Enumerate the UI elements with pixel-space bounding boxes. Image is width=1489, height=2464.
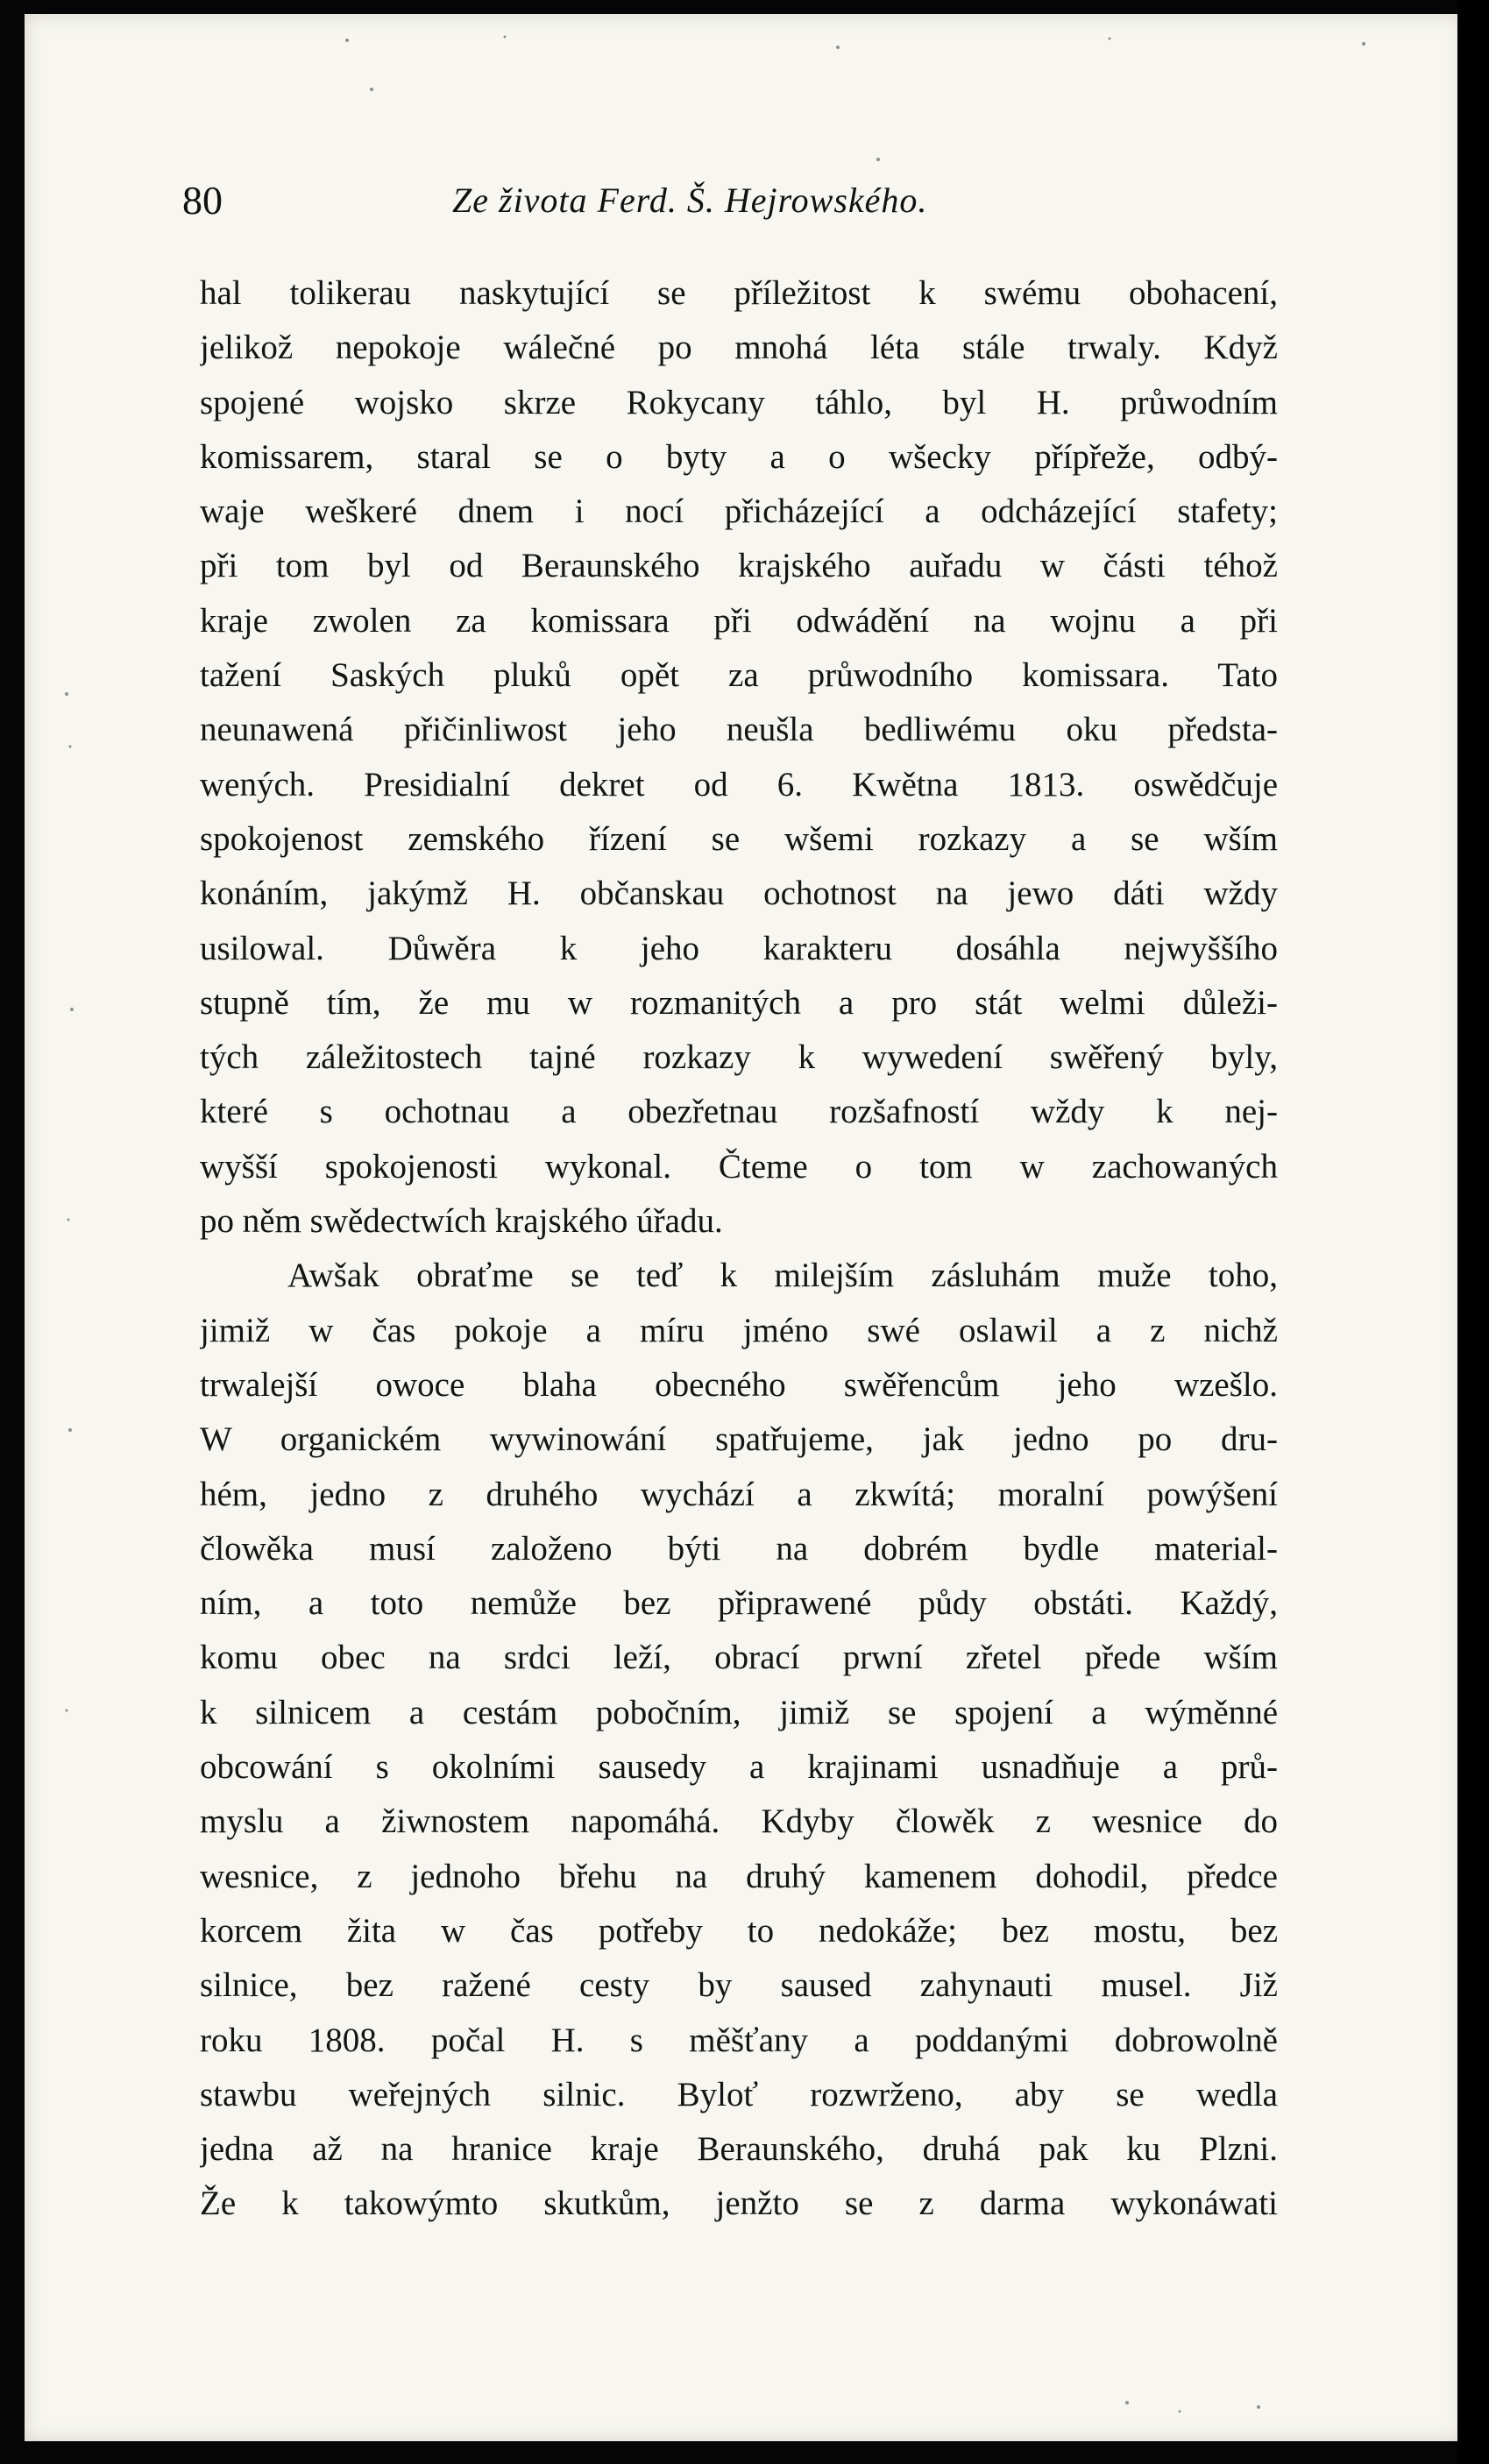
text-line: konáním, jakýmž H. občanskau ochotnost na jewo dáti wždy: [200, 874, 1278, 913]
paragraph-end-line: po něm swědectwích krajského úřadu.: [200, 1202, 723, 1241]
text-line: jelikož nepokoje wálečné po mnohá léta stále trwaly. Když: [200, 329, 1278, 367]
text-line: trwalejší owoce blaha obecného swěřencům jeho wzešlo.: [200, 1365, 1278, 1404]
text-line: wených. Presidialní dekret od 6. Kwětna 1813. oswědčuje: [200, 765, 1278, 804]
text-line: které s ochotnau a obezřetnau rozšafností wždy k nej-: [200, 1093, 1278, 1131]
text-line: silnice, bez ražené cesty by saused zahynauti musel. Již: [200, 1966, 1278, 2005]
book-page: [25, 14, 1464, 2441]
text-line: tých záležitostech tajné rozkazy k wywedení swěřený byly,: [200, 1038, 1278, 1077]
running-title: Ze života Ferd. Š. Hejrowského.: [452, 181, 928, 220]
text-line: jedna až na hranice kraje Beraunského, druhá pak ku Plzni.: [200, 2130, 1278, 2169]
text-line: obcowání s okolními sausedy a krajinami usnadňuje a prů-: [200, 1748, 1278, 1787]
body-text: [200, 266, 1292, 2232]
text-line: spokojenost zemského řízení se wšemi rozkazy a se wším: [200, 819, 1278, 858]
text-line: tažení Saských pluků opět za průwodního komissara. Tato: [200, 656, 1278, 695]
text-line: waje weškeré dnem i nocí přicházející a odcházející stafety;: [200, 492, 1278, 531]
text-line: roku 1808. počal H. s měšťany a poddanými dobrowolně: [200, 2021, 1278, 2059]
text-line: usilowal. Důwěra k jeho karakteru dosáhla nejwyššího: [200, 929, 1278, 967]
text-line: při tom byl od Beraunského krajského auřadu w části téhož: [200, 547, 1278, 585]
page-number: 80: [182, 178, 223, 223]
text-line: komu obec na srdci leží, obrací prwní zřetel přede wším: [200, 1639, 1278, 1677]
text-line: myslu a žiwnostem napomáhá. Kdyby člowěk z wesnice do: [200, 1802, 1278, 1841]
text-line: neunawená přičinliwost jeho neušla bedliwému oku předsta-: [200, 711, 1278, 749]
text-line: spojené wojsko skrze Rokycany táhlo, byl H. průwodním: [200, 383, 1278, 421]
text-line: ním, a toto nemůže bez připrawené půdy obstáti. Každý,: [200, 1584, 1278, 1623]
text-line: hal tolikerau naskytující se příležitost k swému obohacení,: [200, 274, 1278, 312]
text-line: komissarem, staral se o byty a o wšecky přípřeže, odbý-: [200, 437, 1278, 476]
page-header: [182, 170, 1285, 231]
text-line: jimiž w čas pokoje a míru jméno swé oslawil a z nichž: [200, 1311, 1278, 1349]
scan-border-right: [1457, 0, 1489, 2464]
text-line: hém, jedno z druhého wychází a zkwítá; moralní powýšení: [200, 1475, 1278, 1513]
text-line: korcem žita w čas potřeby to nedokáže; bez mostu, bez: [200, 1911, 1278, 1950]
text-line: Že k takowýmto skutkům, jenžto se z darma wykonáwati: [200, 2184, 1278, 2223]
text-line: kraje zwolen za komissara při odwádění na wojnu a při: [200, 601, 1278, 640]
text-line: wesnice, z jednoho břehu na druhý kamenem dohodil, předce: [200, 1857, 1278, 1895]
text-line: W organickém wywinowání spatřujeme, jak jedno po dru-: [200, 1420, 1278, 1459]
paragraph-start-line: Awšak obraťme se teď k milejším zásluhám muže toho,: [287, 1257, 1278, 1295]
text-line: stupně tím, že mu w rozmanitých a pro stát welmi důleži-: [200, 983, 1278, 1022]
text-line: k silnicem a cestám pobočním, jimiž se spojení a wýměnné: [200, 1693, 1278, 1731]
text-line: wyšší spokojenosti wykonal. Čteme o tom w zachowaných: [200, 1147, 1278, 1186]
text-line: stawbu weřejných silnic. Byloť rozwrženo, aby se wedla: [200, 2075, 1278, 2114]
text-line: člowěka musí založeno býti na dobrém bydle material-: [200, 1529, 1278, 1568]
